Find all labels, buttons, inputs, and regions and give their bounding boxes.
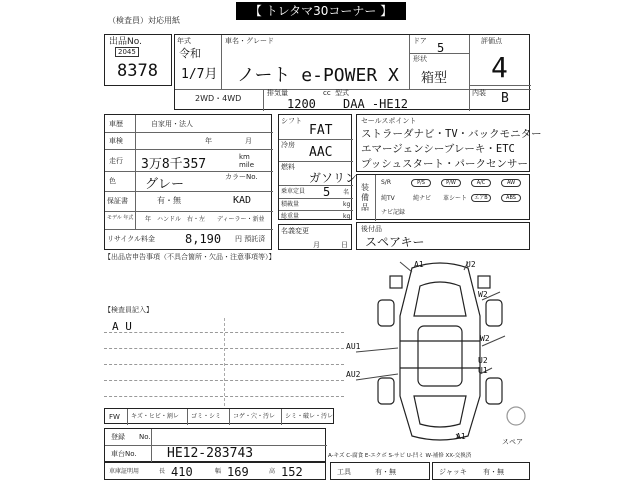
inspection-month-unit: 月 <box>245 137 252 145</box>
model-label: 車名・グレード <box>225 37 274 45</box>
header-note: （検査員）対応用紙 <box>108 16 180 25</box>
color-label: 色 <box>109 177 116 185</box>
ac-value: AAC <box>309 145 333 160</box>
jack-box <box>432 462 530 480</box>
mark-u2-right: U2 <box>478 356 488 365</box>
fw-label: FW <box>109 413 120 421</box>
grade-label: 評価点 <box>481 37 502 45</box>
cert-height-label: 高 <box>269 468 276 475</box>
cert-label: 車庫証明用 <box>109 468 140 475</box>
mark-a1-rear: A1 <box>456 432 466 441</box>
equipment-label: 装備品 <box>361 183 369 212</box>
year-label: 年式 <box>177 37 191 45</box>
capacity-value: 5 <box>323 185 331 199</box>
extras-label: 後付品 <box>361 225 382 233</box>
displacement-value: 1200 <box>287 97 316 111</box>
navi-record-label: ナビ記録 <box>381 209 406 216</box>
doors-value: 5 <box>437 41 445 55</box>
chassis-label: 車台No. <box>111 450 137 458</box>
recycle-unit: 円 預託済 <box>235 235 266 243</box>
mark-a1-front: A1 <box>414 260 424 269</box>
warranty-value: 有・無 <box>157 196 181 205</box>
lot-box <box>104 34 172 86</box>
fuel-label: 燃料 <box>281 163 295 171</box>
load-unit: kg <box>343 201 351 208</box>
dealer-text: ディーラー・新並 <box>217 216 265 223</box>
mileage-label: 走行 <box>109 157 123 165</box>
car-body-outline <box>400 263 480 440</box>
shift-value: FAT <box>309 123 333 138</box>
color-code: KAD <box>233 195 252 206</box>
mileage-unit-2: mile <box>239 161 255 169</box>
equipment-tv: 純TV <box>381 195 395 202</box>
mark-au1-left: AU1 <box>346 342 361 351</box>
ac-label: 冷房 <box>281 141 295 149</box>
declaration-label: 【出品店申告事項（不具合箇所・欠品・注意事項等）】 <box>104 253 276 261</box>
condition-item-4: シミ・破レ・汚レ <box>285 413 334 420</box>
warranty-label: 保証書 <box>107 197 128 205</box>
tools-box <box>330 462 430 480</box>
shift-label: シフト <box>281 117 302 125</box>
condition-item-1: キズ・ヒビ・割レ <box>131 413 179 420</box>
name-change-day: 日 <box>341 241 348 249</box>
tools-value: 有・無 <box>375 468 396 476</box>
handle-text: 年 ハンドル 右・左 <box>145 216 206 223</box>
year-era: 令和 <box>179 47 201 60</box>
cert-width-label: 幅 <box>215 468 222 475</box>
year-value: 1/7月 <box>181 67 218 82</box>
inspector-notes-label: 【検査員記入】 <box>104 306 153 314</box>
jack-value: 有・無 <box>483 468 504 476</box>
registration-label: 登録 <box>111 433 125 441</box>
model-code-label: 型式 <box>335 89 349 97</box>
chassis-value: HE12-283743 <box>167 446 254 461</box>
model-code-value: DAA -HE12 <box>343 97 409 111</box>
equipment-airbag: エアB <box>471 194 491 202</box>
load-label: 積載量 <box>281 201 300 208</box>
selling-point-3: プッシュスタート・パークセンサー <box>361 158 529 170</box>
garage-cert-row <box>104 462 326 480</box>
extras-value: スペアキー <box>365 235 425 249</box>
equipment-pw: P/W <box>441 179 461 187</box>
registration-box <box>104 428 326 462</box>
tools-label: 工具 <box>337 468 351 476</box>
cert-height: 152 <box>281 465 303 479</box>
displacement-label: 排気量 <box>267 89 288 97</box>
spare-label: スペア <box>502 438 523 446</box>
equipment-sr: S/R <box>381 179 391 186</box>
mark-u2-front: U2 <box>466 260 476 269</box>
selling-point-2: エマージェンシーブレーキ・ETC <box>361 143 515 155</box>
mark-au2-left: AU2 <box>346 370 361 379</box>
capacity-label: 乗車定員 <box>281 188 306 195</box>
capacity-unit: 名 <box>343 189 350 196</box>
equipment-navi: 純ナビ <box>413 195 432 202</box>
equipment-box <box>356 174 530 220</box>
cert-width: 169 <box>227 465 249 479</box>
mark-w2-upper: W2 <box>478 290 488 299</box>
condition-row <box>104 408 334 424</box>
lot-subbox: 2045 <box>115 47 139 57</box>
extras-box <box>356 222 530 250</box>
fuel-value: ガソリン <box>309 171 358 185</box>
mileage-unit: km <box>239 153 250 161</box>
grade-value: 4 <box>491 51 508 84</box>
shape-label: 形状 <box>413 55 427 63</box>
equipment-ps: P/S <box>411 179 431 187</box>
condition-item-3: コゲ・穴・汚レ <box>233 413 276 420</box>
condition-item-2: ゴミ・シミ <box>191 413 222 420</box>
name-change-box <box>278 224 352 250</box>
corner-banner: 【 トレタマ30コーナー 】 <box>236 2 406 20</box>
registration-unit: No. <box>139 433 151 441</box>
recycle-value: 8,190 <box>185 232 222 246</box>
displacement-unit: cc <box>323 89 331 97</box>
equipment-aw: AW <box>501 179 521 187</box>
selling-points-label: セールスポイント <box>361 117 417 125</box>
gross-label: 総重量 <box>281 213 300 220</box>
lot-label: 出品No. <box>109 37 142 47</box>
mileage-value: 3万8千357 <box>141 157 207 172</box>
inspector-notes-value: A U <box>112 320 132 333</box>
mark-w2-lower: W2 <box>480 334 490 343</box>
car-diagram <box>340 256 540 446</box>
shape-value: 箱型 <box>421 71 448 86</box>
gross-unit: kg <box>343 213 351 220</box>
inspection-label: 車検 <box>109 137 123 145</box>
name-change-label: 名義変更 <box>281 227 309 235</box>
doors-label: ドア <box>413 37 427 45</box>
damage-legend: A-キズ C-腐食 E-エクボ S-サビ U-凹ミ W-補修 XX-交換済 <box>328 453 472 459</box>
equipment-ac: A/C <box>471 179 491 187</box>
vehicle-header <box>174 34 530 110</box>
interior-label: 内装 <box>472 89 486 97</box>
color-value: グレー <box>145 177 185 192</box>
drive-label: 2WD・4WD <box>195 94 242 103</box>
cert-length-label: 長 <box>159 468 166 475</box>
name-change-month: 月 <box>313 241 320 249</box>
color-code-label: カラーNo. <box>225 173 258 181</box>
details-table <box>104 114 272 250</box>
cert-length: 410 <box>171 465 193 479</box>
equipment-abs: ABS <box>501 194 521 202</box>
inspection-year-unit: 年 <box>205 137 212 145</box>
model-value: ノート e-POWER X <box>237 65 399 86</box>
interior-value: B <box>501 91 509 106</box>
recycle-label: リサイクル料金 <box>107 235 156 243</box>
lot-number: 8378 <box>117 61 158 81</box>
history-label: 車歴 <box>109 120 123 128</box>
model-year-label: モデル 年式 <box>107 215 134 221</box>
selling-points-box <box>356 114 542 172</box>
equipment-leather: 革シート <box>443 195 468 202</box>
history-options: 自家用・法人 <box>151 120 193 128</box>
jack-label: ジャッキ <box>439 468 467 476</box>
selling-point-1: ストラーダナビ・TV・バックモニター <box>361 128 542 140</box>
mark-u1-right: U1 <box>478 366 488 375</box>
specs-table <box>278 114 358 220</box>
